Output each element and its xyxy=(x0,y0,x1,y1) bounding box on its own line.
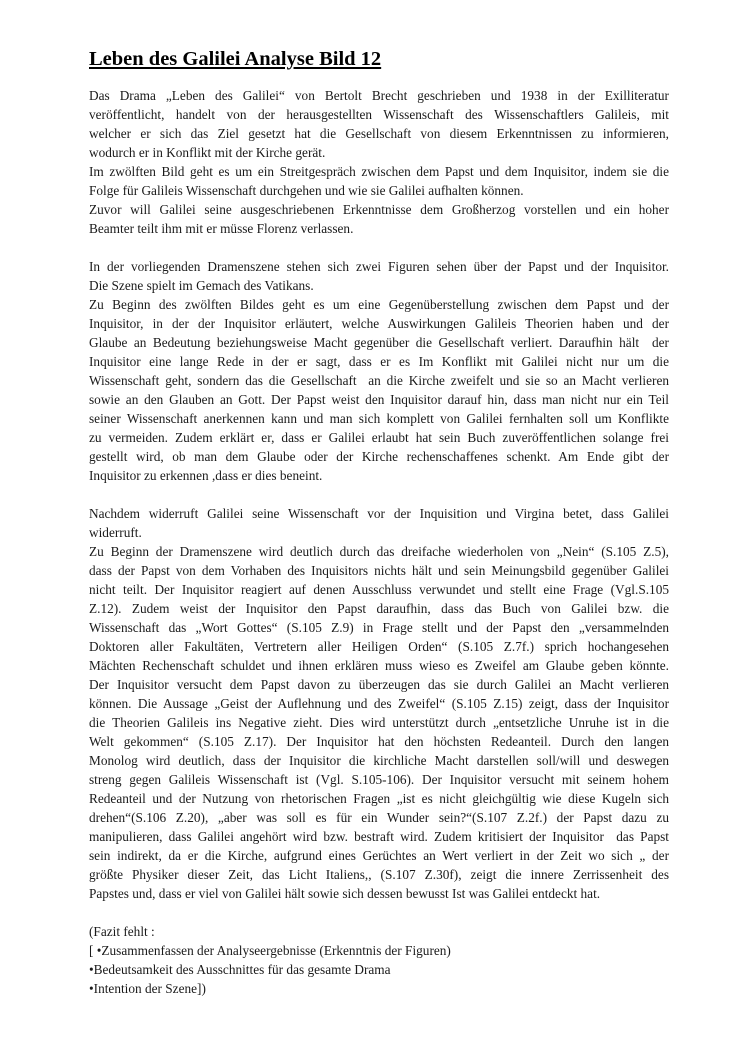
text-line: Inquisitor eine lange Rede in der er sagt, dass er es Im Konflikt mit Galilei nicht nur um die xyxy=(89,354,669,369)
paragraph-analysis xyxy=(89,504,669,903)
text-line: Wissenschaft geht, sondern das die Gesellschaft an die Kirche zweifelt und sie so an Macht verlieren xyxy=(89,373,669,388)
text-line: Redeanteil und der Nutzung von rhetorischen Fragen „ist es nicht gleichgültig wie diese Kugeln sich xyxy=(89,791,669,806)
text-line: wodurch er in Konflikt mit der Kirche gerät. xyxy=(89,145,326,160)
text-line: gestellt wird, ob man dem Glaube oder der Kirche rechenschaffenes schenkt. Am Ende gibt der xyxy=(89,449,669,464)
fazit-bullet: [ •Zusammenfassen der Analyseergebnisse (Erkenntnis der Figuren) xyxy=(89,943,451,958)
text-line: Monolog wird deutlich, dass der Inquisitor die kirchliche Macht darstellen soll/will und deswegen xyxy=(89,753,669,768)
fazit-heading: (Fazit fehlt : xyxy=(89,924,155,939)
text-line: können. Die Aussage „Geist der Auflehnung und des Zweifel“ (S.105 Z.15) zeigt, dass der Inquisitor xyxy=(89,696,669,711)
text-line: drehen“(S.106 Z.20), „aber was soll es für ein Wunder sein?“(S.107 Z.2f.) der Papst dazu zu xyxy=(89,810,669,825)
text-line: Inquisitor zu erkennen ,dass er dies beneint. xyxy=(89,468,323,483)
text-line: Doktoren aller Fakultäten, Vertretern aller Heiligen Orden“ (S.105 Z.7f.) sprich hochangesehen xyxy=(89,639,669,654)
paragraph-scene-summary xyxy=(89,257,669,485)
text-line: Das Drama „Leben des Galilei“ von Bertolt Brecht geschrieben und 1938 in der Exilliteratur xyxy=(89,88,669,103)
fazit-bullet: •Bedeutsamkeit des Ausschnittes für das gesamte Drama xyxy=(89,962,391,977)
text-line: Im zwölften Bild geht es um ein Streitgespräch zwischen dem Papst und dem Inquisitor, indem sie die xyxy=(89,164,669,179)
text-line: Der Inquisitor versucht dem Papst davon zu überzeugen das sie durch Galilei an Macht verlieren xyxy=(89,677,669,692)
text-line: Folge für Galileis Wissenschaft durchgehen und wie sie Galilei aufhalten können. xyxy=(89,183,524,198)
document-title: Leben des Galilei Analyse Bild 12 xyxy=(89,48,382,70)
paragraph-gap xyxy=(89,485,669,504)
text-line: streng gegen Galileis Wissenschaft ist (Vgl. S.105-106). Der Inquisitor versucht mit seinem hohem xyxy=(89,772,669,787)
text-line: Glaube an Bedeutung beziehungsweise Macht gegenüber die Gesellschaft verliert. Daraufhin hält der xyxy=(89,335,669,350)
text-line: Die Szene spielt im Gemach des Vatikans. xyxy=(89,278,314,293)
text-line: Wissenschaft das „Wort Gottes“ (S.105 Z.9) in Frage stellt und der Papst den „versammelnden xyxy=(89,620,669,635)
text-line: die Theorien Galileis ins Negative zieht. Dies wird unterstützt durch „entsetzliche Unruhe ist in die xyxy=(89,715,669,730)
text-line: Beamter teilt ihm mit er müsse Florenz verlassen. xyxy=(89,221,354,236)
text-line: zu vermeiden. Zudem erklärt er, dass er Galilei erlaubt hat sein Buch zuveröffentlichen solange frei xyxy=(89,430,669,445)
text-line: Inquisitor, in der der Inquisitor erläutert, welche Auswirkungen Galileis Theorien haben und der xyxy=(89,316,669,331)
text-line: Mächten Rechenschaft schuldet und ihnen erklären muss wieso es Zweifel am Glaube geben könnte. xyxy=(89,658,669,673)
text-line: widerruft. xyxy=(89,525,142,540)
text-line: Welt gekommen“ (S.105 Z.17). Der Inquisitor hat den höchsten Redeanteil. Durch den langen xyxy=(89,734,669,749)
text-line: sowie an den Glauben an Gott. Der Papst weist den Inquisitor darauf hin, dass man nicht nur ein Teil xyxy=(89,392,669,407)
text-line: Zuvor will Galilei seine ausgeschriebenen Erkenntnisse dem Großherzog vorstellen und ein hoher xyxy=(89,202,669,217)
text-line: Z.12). Zudem weist der Inquisitor den Papst daraufhin, dass das Buch von Galilei bzw. die xyxy=(89,601,669,616)
text-line: welcher er sich das Ziel gesetzt hat die Gesellschaft von diesem Erkenntnissen zu informieren, xyxy=(89,126,669,141)
text-line: Papstes und, dass er viel von Galilei hält sowie sich dessen bewusst Ist was Galilei entdeckt hat. xyxy=(89,886,601,901)
text-line: Zu Beginn der Dramenszene wird deutlich durch das dreifache wiederholen von „Nein“ (S.105 Z.5), xyxy=(89,544,669,559)
text-line: veröffentlicht, handelt von der herausgestellten Wissenschaft des Wissenschaftlers Galileis, mit xyxy=(89,107,669,122)
fazit-notes xyxy=(89,922,669,998)
fazit-bullet: •Intention der Szene]) xyxy=(89,981,206,996)
text-line: größte Physiker dieser Zeit, das Licht Italiens,, (S.107 Z.30f), zeigt die innere Zerrissenheit des xyxy=(89,867,669,882)
paragraph-introduction xyxy=(89,86,669,238)
text-line: manipulieren, dass Galilei angehört wird bzw. bestraft wird. Zudem kritisiert der Inquisitor das Papst xyxy=(89,829,669,844)
text-line: dass der Papst von dem Vorhaben des Inquisitors nichts hält und sein Meinungsbild gegenüber Galilei xyxy=(89,563,669,578)
paragraph-gap xyxy=(89,903,669,922)
document-body xyxy=(89,86,669,998)
text-line: sein indirekt, da er die Kirche, aufgrund eines Gerüchtes an Wert verliert in der Zeit wo sich „ der xyxy=(89,848,669,863)
text-line: Zu Beginn des zwölften Bildes geht es um eine Gegenüberstellung zwischen dem Papst und der xyxy=(89,297,669,312)
text-line: seiner Wissenschaft anerkennen kann und man sich komplett von Galilei fernhalten soll um Konflikte xyxy=(89,411,669,426)
text-line: Nachdem widerruft Galilei seine Wissenschaft vor der Inquisition und Virgina betet, dass Galilei xyxy=(89,506,669,521)
text-line: In der vorliegenden Dramenszene stehen sich zwei Figuren sehen über der Papst und der Inquisitor. xyxy=(89,259,669,274)
paragraph-gap xyxy=(89,238,669,257)
text-line: nicht teilt. Der Inquisitor reagiert auf denen Ausschluss verwundet und stellt eine Frage (Vgl.S.105 xyxy=(89,582,669,597)
